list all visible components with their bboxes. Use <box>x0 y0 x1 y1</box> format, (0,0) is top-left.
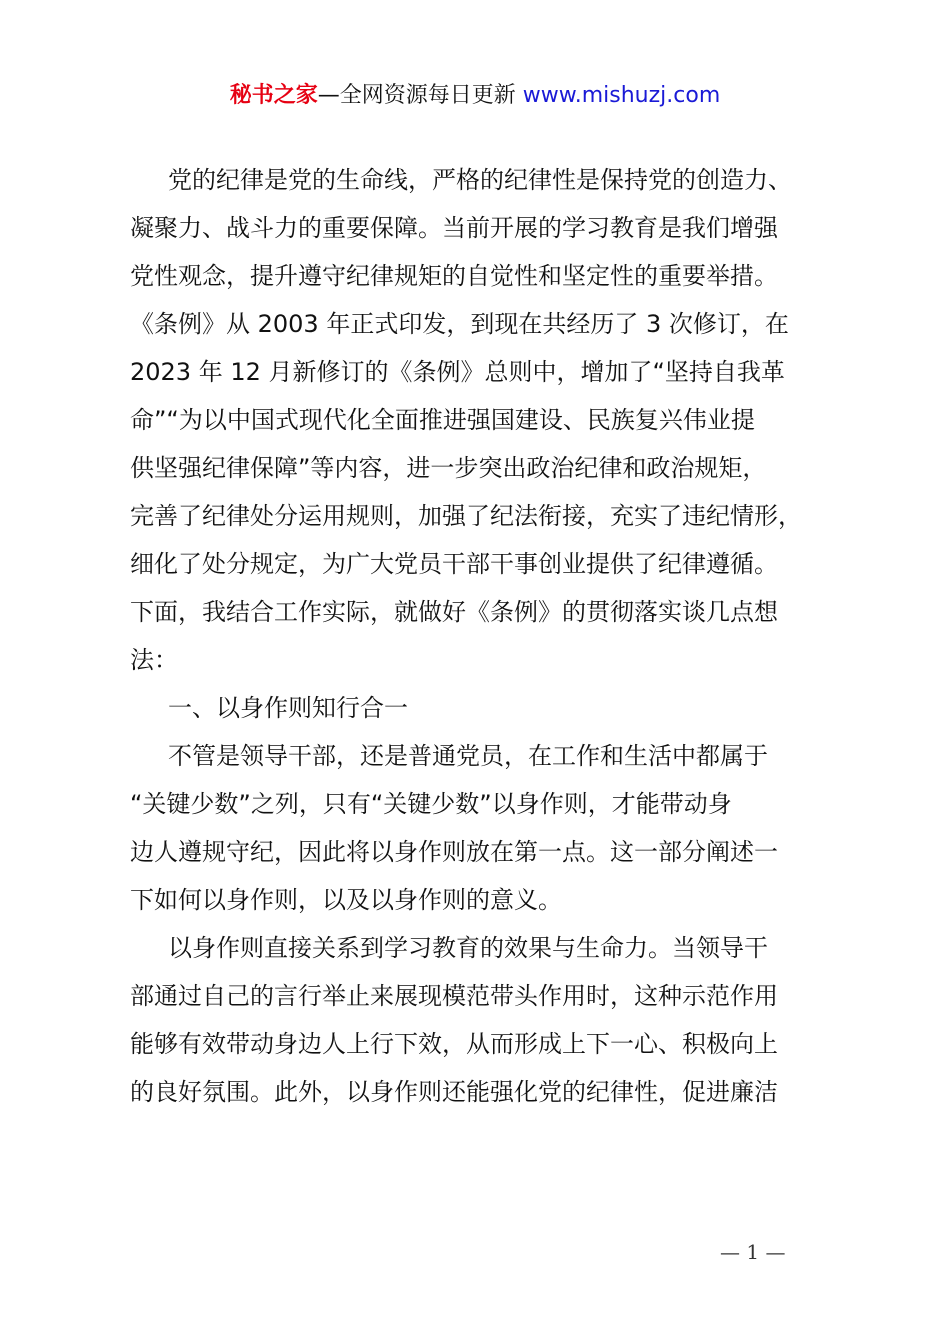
paragraph-line: 细化了处分规定，为广大党员干部干事创业提供了纪律遵循。 <box>130 550 778 578</box>
site-brand: 秘书之家 <box>229 83 318 108</box>
paragraph-line: 部通过自己的言行举止来展现模范带头作用时，这种示范作用 <box>130 982 778 1010</box>
paragraph-line: 《条例》从 2003 年正式印发，到现在共经历了 3 次修订，在 <box>130 310 789 338</box>
paragraph-line: 以身作则直接关系到学习教育的效果与生命力。当领导干 <box>168 934 768 962</box>
paragraph-line: 下面，我结合工作实际，就做好《条例》的贯彻落实谈几点想 <box>130 598 778 626</box>
site-url-link[interactable]: www.mishuzj.com <box>522 83 721 108</box>
paragraph-line: 凝聚力、战斗力的重要保障。当前开展的学习教育是我们增强 <box>130 214 778 242</box>
paragraph-line: 2023 年 12 月新修订的《条例》总则中，增加了“坚持自我革 <box>130 358 785 386</box>
paragraph-line: 法： <box>130 646 178 674</box>
paragraph-line: 不管是领导干部，还是普通党员，在工作和生活中都属于 <box>168 742 768 770</box>
paragraph-line: 边人遵规守纪，因此将以身作则放在第一点。这一部分阐述一 <box>130 838 778 866</box>
site-tagline: —全网资源每日更新 <box>317 83 516 108</box>
paragraph-line: 下如何以身作则，以及以身作则的意义。 <box>130 886 562 914</box>
paragraph-line: 党的纪律是党的生命线，严格的纪律性是保持党的创造力、 <box>168 166 792 194</box>
paragraph-line: “关键少数”之列，只有“关键少数”以身作则，才能带动身 <box>130 790 732 818</box>
site-header <box>0 80 950 112</box>
page-number: — 1 — <box>720 1240 786 1264</box>
paragraph-line: 的良好氛围。此外，以身作则还能强化党的纪律性，促进廉洁 <box>130 1078 778 1106</box>
section-heading: 一、以身作则知行合一 <box>168 694 408 722</box>
paragraph-line: 能够有效带动身边人上行下效，从而形成上下一心、积极向上 <box>130 1030 778 1058</box>
paragraph-line: 党性观念，提升遵守纪律规矩的自觉性和坚定性的重要举措。 <box>130 262 778 290</box>
paragraph-line: 供坚强纪律保障”等内容，进一步突出政治纪律和政治规矩， <box>130 454 767 482</box>
paragraph-line: 命”“为以中国式现代化全面推进强国建设、民族复兴伟业提 <box>130 406 755 434</box>
paragraph-line: 完善了纪律处分运用规则，加强了纪法衔接，充实了违纪情形， <box>130 502 802 530</box>
